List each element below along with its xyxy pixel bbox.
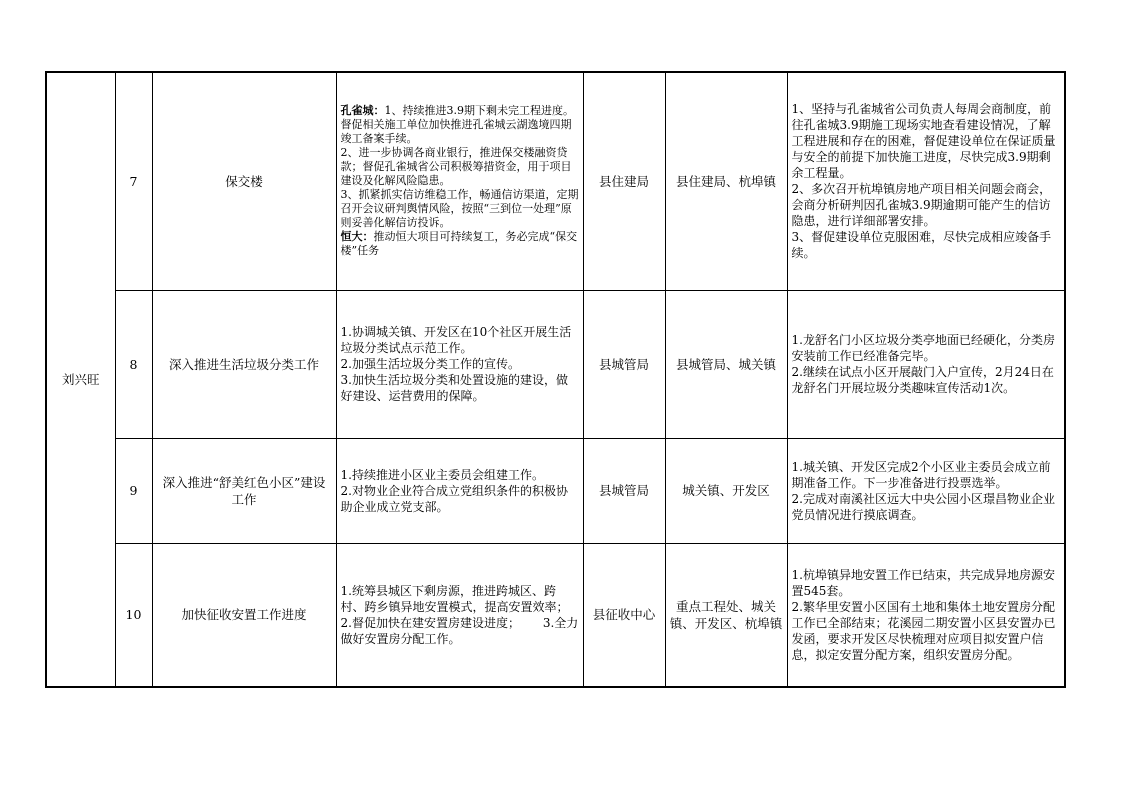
item-name: 加快征收安置工作进度 [152, 543, 336, 687]
progress-line: 1.龙舒名门小区垃圾分类亭地面已经硬化，分类房安装前工作已经准备完毕。 [791, 333, 1055, 363]
item-name: 深入推进生活垃圾分类工作 [152, 290, 336, 438]
task-label: 恒大： [340, 230, 374, 244]
task-list [336, 290, 583, 438]
partner-units: 城关镇、开发区 [665, 438, 787, 543]
task-list [336, 72, 583, 290]
task-line: 2.加强生活垃圾分类工作的宣传。 [340, 357, 520, 371]
leader-name: 刘兴旺 [61, 372, 100, 387]
task-line: 2.对物业企业符合成立党组织条件的积极协助企业成立党支部。 [340, 483, 568, 514]
progress-line: 2.继续在试点小区开展敲门入户宣传，2月24日在龙舒名门开展垃圾分类趣味宣传活动1次。 [791, 365, 1054, 395]
table-row [46, 290, 1065, 438]
task-line: 3、抓紧抓实信访维稳工作，畅通信访渠道，定期召开会议研判舆情风险，按照“三到位一处理”原则妥善化解信访投诉。 [340, 188, 579, 230]
progress-line: 2.完成对南溪社区远大中央公园小区璟昌物业企业党员情况进行摸底调查。 [791, 491, 1055, 522]
table-row [46, 438, 1065, 543]
row-number: 9 [115, 438, 152, 543]
task-line: 1.统筹县城区下剩房源，推进跨城区、跨村、跨乡镇异地安置模式，提高安置效率； 2.督促加快在建安置房建设进度； 3.全力做好安置房分配工作。 [340, 583, 592, 646]
progress-list [787, 543, 1065, 687]
row-number: 10 [115, 543, 152, 687]
progress-line: 1.杭埠镇异地安置工作已结束，共完成异地房源安置545套。 [791, 567, 1055, 598]
progress-list [787, 438, 1065, 543]
task-line: 孔雀城：1、持续推进3.9期下剩未完工程进度。督促相关施工单位加快推进孔雀城云湖逸境四期竣工备案手续。 [340, 104, 574, 146]
task-line: 1.协调城关镇、开发区在10个社区开展生活垃圾分类试点示范工作。 [340, 325, 572, 355]
task-label: 孔雀城： [340, 104, 385, 118]
item-name: 保交楼 [152, 72, 336, 290]
partner-units: 重点工程处、城关镇、开发区、杭埠镇 [665, 543, 787, 687]
progress-list [787, 290, 1065, 438]
lead-unit: 县征收中心 [583, 543, 665, 687]
task-list [336, 438, 583, 543]
partner-units: 县城管局、城关镇 [665, 290, 787, 438]
leader-cell [46, 72, 115, 687]
progress-list [787, 72, 1065, 290]
item-name: 深入推进“舒美红色小区”建设工作 [152, 438, 336, 543]
table-row [46, 543, 1065, 687]
lead-unit: 县城管局 [583, 438, 665, 543]
progress-line: 1、坚持与孔雀城省公司负责人每周会商制度，前往孔雀城3.9期施工现场实地查看建设情况，了解工程进展和存在的困难，督促建设单位在保证质量与安全的前提下加快施工进度，尽快完成3.9期剩余工程量。 [791, 102, 1056, 181]
task-list [336, 543, 592, 687]
table-row [46, 72, 1065, 290]
progress-line: 3、督促建设单位克服困难，尽快完成相应竣备手续。 [791, 230, 1052, 261]
partner-units: 县住建局、杭埠镇 [665, 72, 787, 290]
work-table [45, 71, 1066, 688]
lead-unit: 县城管局 [583, 290, 665, 438]
progress-line: 1.城关镇、开发区完成2个小区业主委员会成立前期准备工作。下一步准备进行投票选举。 [791, 459, 1051, 490]
row-number: 7 [115, 72, 152, 290]
lead-unit: 县住建局 [583, 72, 665, 290]
task-line: 3.加快生活垃圾分类和处置设施的建设，做好建设、运营费用的保障。 [340, 373, 568, 403]
progress-line: 2.繁华里安置小区国有土地和集体土地安置房分配工作已全部结束；花溪园二期安置小区县安置办已发函，要求开发区尽快梳理对应项目拟安置户信息，拟定安置分配方案，组织安置房分配。 [791, 599, 1056, 662]
task-line: 恒大：推动恒大项目可持续复工，务必完成“保交楼”任务 [340, 230, 578, 258]
row-number: 8 [115, 290, 152, 438]
progress-line: 2、多次召开杭埠镇房地产项目相关问题会商会，会商分析研判因孔雀城3.9期逾期可能产生的信访隐患，进行详细部署安排。 [791, 182, 1052, 229]
task-line: 2、进一步协调各商业银行，推进保交楼融资贷款；督促孔雀城省公司积极筹措资金，用于项目建设及化解风险隐患。 [340, 146, 572, 188]
task-line: 1.持续推进小区业主委员会组建工作。 [340, 467, 544, 482]
